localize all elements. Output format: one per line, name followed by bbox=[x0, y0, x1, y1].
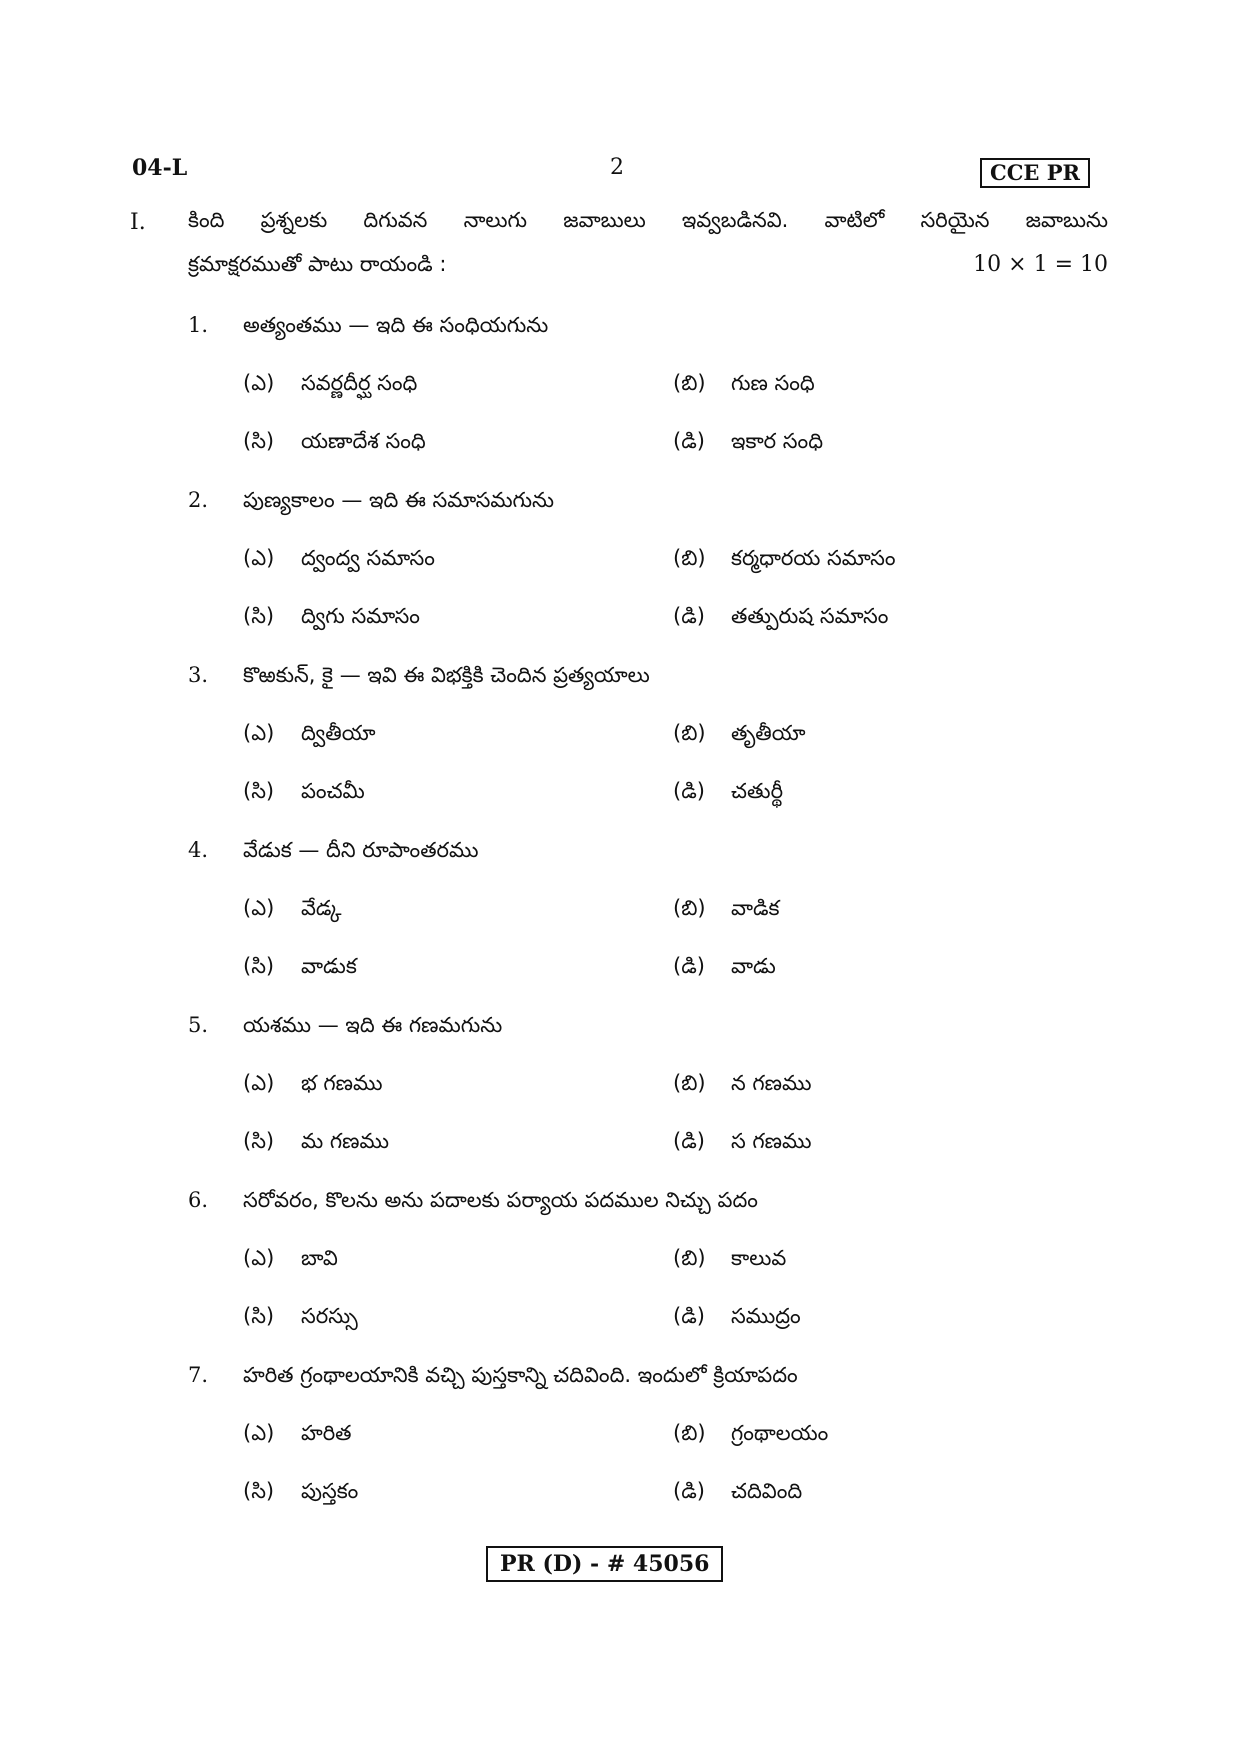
option-label: (డి) bbox=[673, 1479, 705, 1503]
question-text: అత్యంతము — ఇది ఈ సంధియగును bbox=[243, 313, 549, 337]
option-text: కర్మధారయ సమాసం bbox=[731, 546, 896, 570]
question-number: 7. bbox=[188, 1363, 209, 1387]
question-number: 2. bbox=[188, 488, 209, 512]
question-1 bbox=[0, 313, 1240, 488]
option-c bbox=[243, 604, 420, 634]
question-7 bbox=[0, 1363, 1240, 1538]
option-a bbox=[243, 1071, 383, 1101]
option-label: (ఎ) bbox=[243, 371, 275, 395]
option-text: సరస్సు bbox=[301, 1304, 358, 1328]
option-text: యణాదేశ సంధి bbox=[301, 429, 426, 453]
option-text: గ్రంథాలయం bbox=[731, 1421, 829, 1445]
section-instruction-continued: క్రమాక్షరముతో పాటు రాయండి : bbox=[188, 252, 447, 276]
section-instruction: కింది ప్రశ్నలకు దిగువన నాలుగు జవాబులు ఇవ్వబడినవి. వాటిలో సరియైన జవాబును bbox=[188, 208, 1108, 232]
option-c bbox=[243, 429, 426, 459]
footer-paper-code: PR (D) - # 45056 bbox=[486, 1546, 723, 1582]
option-text: చతుర్థీ bbox=[731, 779, 784, 803]
question-number: 3. bbox=[188, 663, 209, 687]
option-text: ద్వంద్వ సమాసం bbox=[301, 546, 435, 570]
option-label: (డి) bbox=[673, 604, 705, 628]
option-label: (బి) bbox=[673, 1421, 706, 1445]
option-text: వేడ్క bbox=[301, 896, 342, 920]
question-number: 6. bbox=[188, 1188, 209, 1212]
option-b bbox=[673, 896, 780, 926]
option-label: (డి) bbox=[673, 779, 705, 803]
question-4 bbox=[0, 838, 1240, 1013]
option-label: (బి) bbox=[673, 1071, 706, 1095]
question-text: హరిత గ్రంథాలయానికి వచ్చి పుస్తకాన్ని చదివింది. ఇందులో క్రియాపదం bbox=[243, 1363, 798, 1387]
option-b bbox=[673, 1421, 828, 1451]
option-text: స గణము bbox=[731, 1129, 812, 1153]
option-text: సవర్ణదీర్ఘ సంధి bbox=[301, 371, 418, 395]
option-text: మ గణము bbox=[301, 1129, 389, 1153]
paper-code: 04-L bbox=[132, 155, 188, 181]
option-c bbox=[243, 1304, 358, 1334]
option-d bbox=[673, 779, 783, 809]
option-label: (ఎ) bbox=[243, 896, 275, 920]
option-label: (ఎ) bbox=[243, 546, 275, 570]
option-text: కాలువ bbox=[731, 1246, 787, 1270]
option-label: (బి) bbox=[673, 1246, 706, 1270]
option-b bbox=[673, 1246, 786, 1276]
option-text: న గణము bbox=[731, 1071, 812, 1095]
option-label: (ఎ) bbox=[243, 1246, 275, 1270]
option-text: ఇకార సంధి bbox=[731, 429, 824, 453]
option-text: భ గణము bbox=[301, 1071, 383, 1095]
option-label: (ఎ) bbox=[243, 721, 275, 745]
option-label: (బి) bbox=[673, 896, 706, 920]
option-b bbox=[673, 546, 896, 576]
option-label: (బి) bbox=[673, 546, 706, 570]
option-d bbox=[673, 1304, 801, 1334]
page-number: 2 bbox=[610, 155, 624, 180]
option-label: (సి) bbox=[243, 1304, 275, 1328]
option-b bbox=[673, 721, 805, 751]
question-6 bbox=[0, 1188, 1240, 1363]
option-label: (డి) bbox=[673, 1129, 705, 1153]
option-text: వాడు bbox=[731, 954, 776, 978]
option-text: ద్విగు సమాసం bbox=[301, 604, 420, 628]
option-text: చదివింది bbox=[731, 1479, 803, 1503]
question-text: కొఱకున్, కై — ఇవి ఈ విభక్తికి చెందిన ప్రత్యయాలు bbox=[243, 663, 650, 687]
option-text: ద్వితీయా bbox=[301, 721, 376, 745]
option-label: (డి) bbox=[673, 1304, 705, 1328]
option-d bbox=[673, 954, 776, 984]
option-a bbox=[243, 721, 375, 751]
option-d bbox=[673, 429, 823, 459]
option-label: (సి) bbox=[243, 429, 275, 453]
option-text: తృతీయా bbox=[731, 721, 806, 745]
option-text: బావి bbox=[301, 1246, 338, 1270]
option-label: (సి) bbox=[243, 1479, 275, 1503]
option-label: (డి) bbox=[673, 954, 705, 978]
option-text: పుస్తకం bbox=[301, 1479, 359, 1503]
option-a bbox=[243, 1246, 338, 1276]
option-text: వాడిక bbox=[731, 896, 780, 920]
option-label: (బి) bbox=[673, 371, 706, 395]
question-3 bbox=[0, 663, 1240, 838]
option-a bbox=[243, 371, 417, 401]
option-label: (సి) bbox=[243, 604, 275, 628]
question-text: సరోవరం, కొలను అను పదాలకు పర్యాయ పదముల నిచ్చు పదం bbox=[243, 1188, 758, 1212]
option-label: (సి) bbox=[243, 954, 275, 978]
option-d bbox=[673, 1479, 802, 1509]
option-a bbox=[243, 546, 435, 576]
question-text: పుణ్యకాలం — ఇది ఈ సమాసమగును bbox=[243, 488, 555, 512]
option-d bbox=[673, 1129, 812, 1159]
option-text: సముద్రం bbox=[731, 1304, 801, 1328]
option-a bbox=[243, 896, 342, 926]
question-number: 4. bbox=[188, 838, 209, 862]
question-text: యశము — ఇది ఈ గణమగును bbox=[243, 1013, 503, 1037]
option-label: (సి) bbox=[243, 1129, 275, 1153]
option-c bbox=[243, 1479, 358, 1509]
question-5 bbox=[0, 1013, 1240, 1188]
option-text: వాడుక bbox=[301, 954, 357, 978]
option-text: తత్పురుష సమాసం bbox=[731, 604, 889, 628]
question-2 bbox=[0, 488, 1240, 663]
option-c bbox=[243, 1129, 389, 1159]
series-box: CCE PR bbox=[980, 158, 1090, 188]
option-c bbox=[243, 779, 365, 809]
question-number: 5. bbox=[188, 1013, 209, 1037]
option-label: (బి) bbox=[673, 721, 706, 745]
option-label: (ఎ) bbox=[243, 1421, 275, 1445]
question-number: 1. bbox=[188, 313, 209, 337]
option-b bbox=[673, 371, 815, 401]
option-text: గుణ సంధి bbox=[731, 371, 815, 395]
option-b bbox=[673, 1071, 812, 1101]
option-text: హరిత bbox=[301, 1421, 352, 1445]
option-a bbox=[243, 1421, 351, 1451]
question-text: వేడుక — దీని రూపాంతరము bbox=[243, 838, 479, 862]
option-text: పంచమీ bbox=[301, 779, 365, 803]
marks-allotment: 10 × 1 = 10 bbox=[973, 252, 1108, 277]
option-label: (డి) bbox=[673, 429, 705, 453]
option-label: (సి) bbox=[243, 779, 275, 803]
option-label: (ఎ) bbox=[243, 1071, 275, 1095]
option-c bbox=[243, 954, 357, 984]
option-d bbox=[673, 604, 888, 634]
section-number: I. bbox=[130, 210, 146, 235]
